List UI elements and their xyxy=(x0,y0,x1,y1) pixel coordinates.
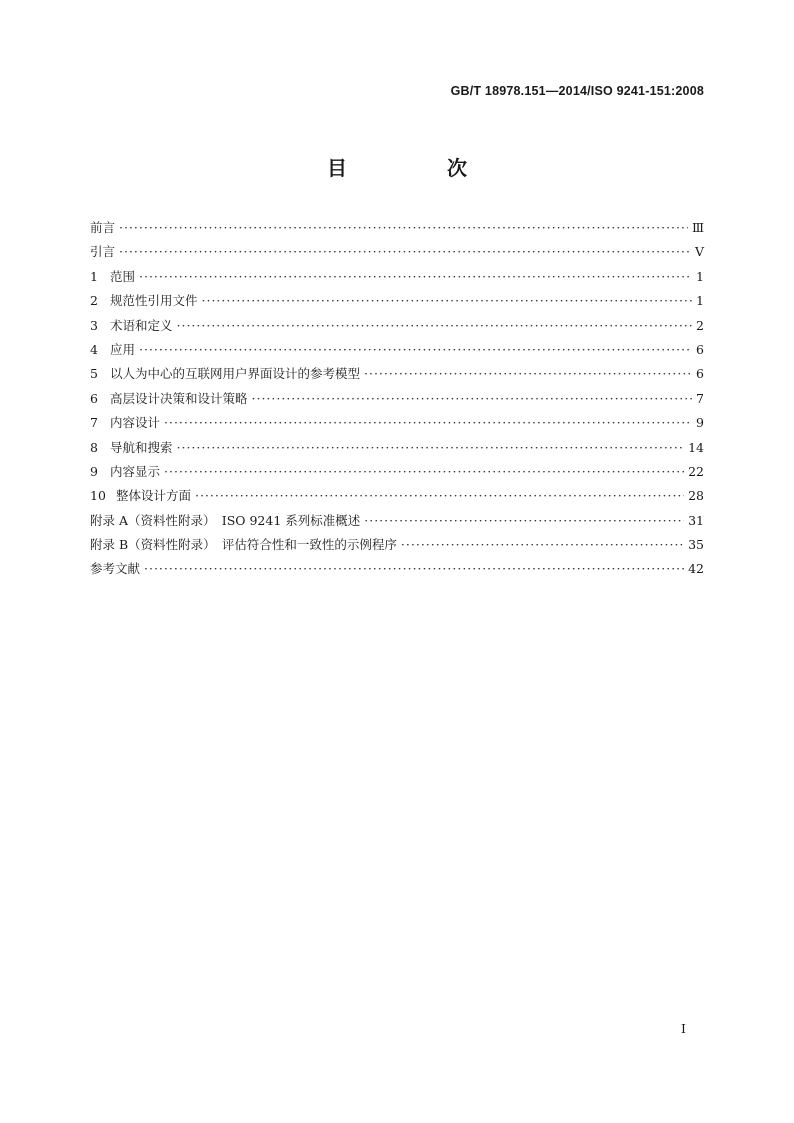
toc-entry-normative-references[interactable] xyxy=(90,289,704,313)
toc-entry-page: 1 xyxy=(696,268,704,284)
toc-entry-page: 7 xyxy=(696,390,704,406)
toc-leader-dots xyxy=(144,557,684,581)
toc-entry-label: 术语和定义 xyxy=(110,317,173,333)
toc-entry-number: 7 xyxy=(90,415,98,431)
toc-leader-dots xyxy=(119,216,688,240)
toc-leader-dots xyxy=(202,289,693,313)
toc-entry-number: 1 xyxy=(90,268,98,284)
toc-entry-page: 35 xyxy=(688,537,704,553)
toc-entry-overall-design[interactable] xyxy=(90,484,704,508)
toc-entry-introduction[interactable] xyxy=(90,240,704,264)
toc-entry-page: 28 xyxy=(688,488,704,504)
toc-entry-page: Ⅲ xyxy=(691,220,704,235)
toc-entry-content-design[interactable] xyxy=(90,411,704,435)
toc-entry-number: 8 xyxy=(90,439,98,455)
toc-leader-dots xyxy=(139,338,692,362)
toc-leader-dots xyxy=(195,484,684,508)
toc-entry-number: 10 xyxy=(90,488,106,504)
toc-entry-annex-b[interactable] xyxy=(90,533,704,557)
toc-entry-label: 范围 xyxy=(110,268,136,284)
toc-entry-page: 14 xyxy=(688,439,704,455)
toc-entry-number: 4 xyxy=(90,341,98,357)
toc-leader-dots xyxy=(119,240,691,264)
toc-entry-label: 引言 xyxy=(90,244,116,260)
toc-leader-dots xyxy=(177,314,693,338)
toc-leader-dots xyxy=(177,436,685,460)
toc-entry-label: 导航和搜索 xyxy=(110,439,173,455)
toc-entry-page: 22 xyxy=(688,463,704,479)
toc-entry-annex-a[interactable] xyxy=(90,509,704,533)
toc-entry-design-strategy[interactable] xyxy=(90,387,704,411)
toc-leader-dots xyxy=(164,411,692,435)
toc-entry-page: 2 xyxy=(696,317,704,333)
toc-entry-number: 5 xyxy=(90,366,98,382)
toc-entry-number: 3 xyxy=(90,317,98,333)
toc-entry-page: 1 xyxy=(696,293,704,309)
toc-entry-label: 附录 B（资料性附录） 评估符合性和一致性的示例程序 xyxy=(90,537,397,553)
toc-entry-reference-model[interactable] xyxy=(90,362,704,386)
toc-leader-dots xyxy=(252,387,693,411)
footer-page-number: I xyxy=(681,1021,686,1036)
toc-entry-number: 6 xyxy=(90,390,98,406)
toc-entry-label: 规范性引用文件 xyxy=(110,293,198,309)
toc-leader-dots xyxy=(364,362,692,386)
toc-entry-navigation-search[interactable] xyxy=(90,436,704,460)
toc-entry-page: Ⅴ xyxy=(694,244,704,260)
toc-leader-dots xyxy=(364,509,684,533)
standard-code-header: GB/T 18978.151—2014/ISO 9241-151:2008 xyxy=(450,84,704,98)
toc-leader-dots xyxy=(164,460,684,484)
toc-leader-dots xyxy=(401,533,684,557)
toc-entry-number: 9 xyxy=(90,463,98,479)
toc-entry-label: 内容显示 xyxy=(110,463,161,479)
toc-entry-page: 6 xyxy=(696,341,704,357)
toc-entry-label: 附录 A（资料性附录） ISO 9241 系列标准概述 xyxy=(90,512,361,528)
toc-entry-label: 参考文献 xyxy=(90,561,141,577)
toc-entry-page: 31 xyxy=(688,512,704,528)
toc-entry-application[interactable] xyxy=(90,338,704,362)
toc-entry-label: 应用 xyxy=(110,341,136,357)
toc-entry-page: 42 xyxy=(688,561,704,577)
toc-leader-dots xyxy=(139,265,692,289)
toc-entry-label: 高层设计决策和设计策略 xyxy=(110,390,248,406)
page-title: 目 次 xyxy=(327,156,507,180)
toc-entry-foreword[interactable] xyxy=(90,216,704,240)
toc-entry-page: 9 xyxy=(696,415,704,431)
toc-entry-scope[interactable] xyxy=(90,265,704,289)
toc-entry-content-display[interactable] xyxy=(90,460,704,484)
toc-entry-page: 6 xyxy=(696,366,704,382)
toc-entry-bibliography[interactable] xyxy=(90,557,704,581)
table-of-contents xyxy=(90,216,704,582)
toc-entry-terms-definitions[interactable] xyxy=(90,314,704,338)
toc-entry-number: 2 xyxy=(90,293,98,309)
toc-entry-label: 以人为中心的互联网用户界面设计的参考模型 xyxy=(110,366,361,382)
toc-entry-label: 前言 xyxy=(90,220,116,235)
toc-entry-label: 整体设计方面 xyxy=(116,488,192,504)
toc-entry-label: 内容设计 xyxy=(110,415,161,431)
